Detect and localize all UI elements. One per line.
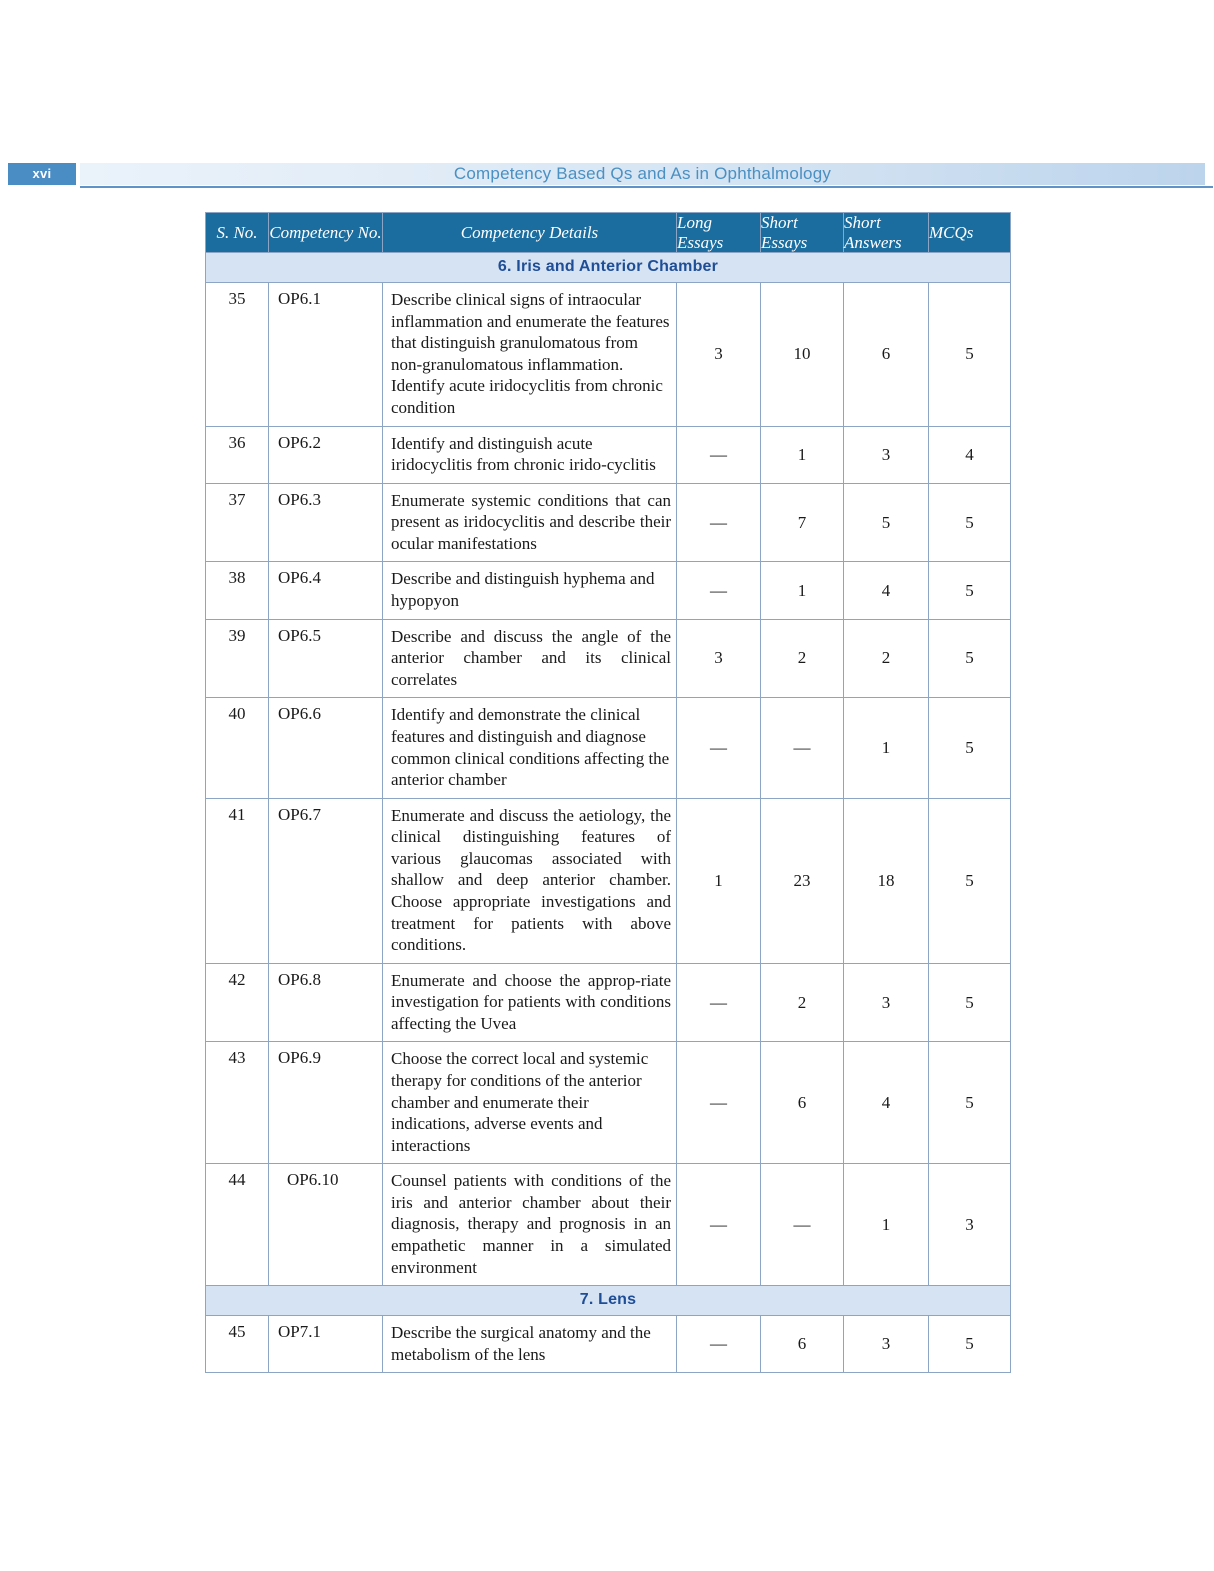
book-title: Competency Based Qs and As in Ophthalmology — [453, 164, 832, 183]
column-header-short-answers: Short Answers — [844, 213, 929, 253]
cell-mcqs: 5 — [929, 798, 1011, 963]
cell-short-essays: 6 — [761, 1042, 844, 1164]
column-header-long-essays: Long Essays — [677, 213, 761, 253]
table-row — [206, 283, 1011, 426]
cell-short-answers: 3 — [844, 426, 929, 483]
cell-competency-no: OP6.4 — [269, 562, 383, 619]
cell-mcqs: 5 — [929, 1042, 1011, 1164]
section-title: 7. Lens — [206, 1286, 1011, 1316]
cell-mcqs: 5 — [929, 283, 1011, 426]
cell-competency-no: OP6.3 — [269, 483, 383, 562]
cell-short-essays: 10 — [761, 283, 844, 426]
cell-competency-no: OP6.1 — [269, 283, 383, 426]
cell-competency-no: OP6.9 — [269, 1042, 383, 1164]
cell-mcqs: 5 — [929, 1316, 1011, 1373]
column-header-short-essays: Short Essays — [761, 213, 844, 253]
cell-competency-no: OP6.10 — [269, 1164, 383, 1286]
cell-serial-number: 35 — [206, 283, 269, 426]
cell-short-essays: — — [761, 1164, 844, 1286]
cell-competency-details: Describe and distinguish hyphema and hypopyon — [383, 562, 677, 619]
cell-short-answers: 2 — [844, 619, 929, 698]
cell-long-essays: — — [677, 698, 761, 798]
cell-short-answers: 18 — [844, 798, 929, 963]
section-header-row — [206, 1286, 1011, 1316]
cell-serial-number: 38 — [206, 562, 269, 619]
cell-competency-details: Counsel patients with conditions of the iris and anterior chamber about their diagnosis, therapy and prognosis in an empathetic manner in a simulated environment — [383, 1164, 677, 1286]
page-number: xvi — [32, 166, 52, 181]
section-title: 6. Iris and Anterior Chamber — [206, 253, 1011, 283]
cell-mcqs: 4 — [929, 426, 1011, 483]
cell-competency-no: OP6.5 — [269, 619, 383, 698]
cell-short-answers: 1 — [844, 698, 929, 798]
cell-serial-number: 40 — [206, 698, 269, 798]
cell-competency-no: OP6.2 — [269, 426, 383, 483]
cell-serial-number: 42 — [206, 963, 269, 1042]
table-row — [206, 483, 1011, 562]
cell-competency-details: Identify and distinguish acute iridocyclitis from chronic irido-cyclitis — [383, 426, 677, 483]
table-row — [206, 1316, 1011, 1373]
cell-serial-number: 36 — [206, 426, 269, 483]
cell-serial-number: 37 — [206, 483, 269, 562]
cell-short-essays: 2 — [761, 619, 844, 698]
section-header-row — [206, 253, 1011, 283]
table-header-row — [206, 213, 1011, 253]
cell-serial-number: 39 — [206, 619, 269, 698]
cell-serial-number: 44 — [206, 1164, 269, 1286]
cell-short-answers: 3 — [844, 1316, 929, 1373]
cell-long-essays: — — [677, 426, 761, 483]
cell-mcqs: 5 — [929, 698, 1011, 798]
table-row — [206, 798, 1011, 963]
table-body — [206, 253, 1011, 1373]
cell-long-essays: 1 — [677, 798, 761, 963]
cell-long-essays: 3 — [677, 283, 761, 426]
cell-competency-no: OP6.6 — [269, 698, 383, 798]
cell-short-essays: 1 — [761, 562, 844, 619]
table-row — [206, 1042, 1011, 1164]
cell-mcqs: 5 — [929, 562, 1011, 619]
cell-mcqs: 5 — [929, 963, 1011, 1042]
competency-table — [205, 212, 1011, 1373]
cell-serial-number: 41 — [206, 798, 269, 963]
cell-short-essays: 2 — [761, 963, 844, 1042]
cell-short-answers: 3 — [844, 963, 929, 1042]
cell-competency-details: Enumerate and choose the approp-riate investigation for patients with conditions affecting the Uvea — [383, 963, 677, 1042]
cell-long-essays: — — [677, 562, 761, 619]
table-row — [206, 426, 1011, 483]
cell-serial-number: 45 — [206, 1316, 269, 1373]
cell-short-answers: 1 — [844, 1164, 929, 1286]
table-row — [206, 963, 1011, 1042]
cell-serial-number: 43 — [206, 1042, 269, 1164]
cell-long-essays: — — [677, 1042, 761, 1164]
cell-short-answers: 4 — [844, 1042, 929, 1164]
cell-competency-no: OP7.1 — [269, 1316, 383, 1373]
cell-short-essays: 6 — [761, 1316, 844, 1373]
table-row — [206, 619, 1011, 698]
cell-short-answers: 5 — [844, 483, 929, 562]
cell-competency-details: Identify and demonstrate the clinical features and distinguish and diagnose common clinical conditions affecting the anterior chamber — [383, 698, 677, 798]
cell-competency-details: Choose the correct local and systemic therapy for conditions of the anterior chamber and enumerate their indications, adverse events and interactions — [383, 1042, 677, 1164]
table-row — [206, 1164, 1011, 1286]
cell-competency-details: Enumerate and discuss the aetiology, the clinical distinguishing features of various glaucomas associated with shallow and deep anterior chamber. Choose appropriate investigations and treatment for patients with above conditions. — [383, 798, 677, 963]
cell-long-essays: — — [677, 963, 761, 1042]
cell-long-essays: — — [677, 1164, 761, 1286]
cell-mcqs: 5 — [929, 619, 1011, 698]
header-rule — [80, 186, 1213, 188]
cell-competency-details: Describe clinical signs of intraocular inflammation and enumerate the features that distinguish granulomatous from non-granulomatous inflammation. Identify acute iridocyclitis from chronic condition — [383, 283, 677, 426]
cell-competency-details: Describe the surgical anatomy and the metabolism of the lens — [383, 1316, 677, 1373]
cell-mcqs: 5 — [929, 483, 1011, 562]
cell-short-answers: 6 — [844, 283, 929, 426]
cell-short-essays: — — [761, 698, 844, 798]
cell-long-essays: 3 — [677, 619, 761, 698]
table-header — [206, 213, 1011, 253]
cell-short-answers: 4 — [844, 562, 929, 619]
cell-short-essays: 7 — [761, 483, 844, 562]
cell-mcqs: 3 — [929, 1164, 1011, 1286]
page-number-box — [8, 163, 76, 185]
cell-competency-details: Enumerate systemic conditions that can present as iridocyclitis and describe their ocular manifestations — [383, 483, 677, 562]
cell-short-essays: 23 — [761, 798, 844, 963]
cell-short-essays: 1 — [761, 426, 844, 483]
cell-competency-no: OP6.8 — [269, 963, 383, 1042]
table-row — [206, 562, 1011, 619]
cell-competency-details: Describe and discuss the angle of the anterior chamber and its clinical correlates — [383, 619, 677, 698]
cell-long-essays: — — [677, 1316, 761, 1373]
cell-competency-no: OP6.7 — [269, 798, 383, 963]
table-row — [206, 698, 1011, 798]
column-header-mcqs: MCQs — [929, 213, 1011, 253]
column-header-competency-no: Competency No. — [269, 213, 383, 253]
cell-long-essays: — — [677, 483, 761, 562]
column-header-sno: S. No. — [206, 213, 269, 253]
page-running-header — [8, 163, 1205, 185]
column-header-competency-details: Competency Details — [383, 213, 677, 253]
